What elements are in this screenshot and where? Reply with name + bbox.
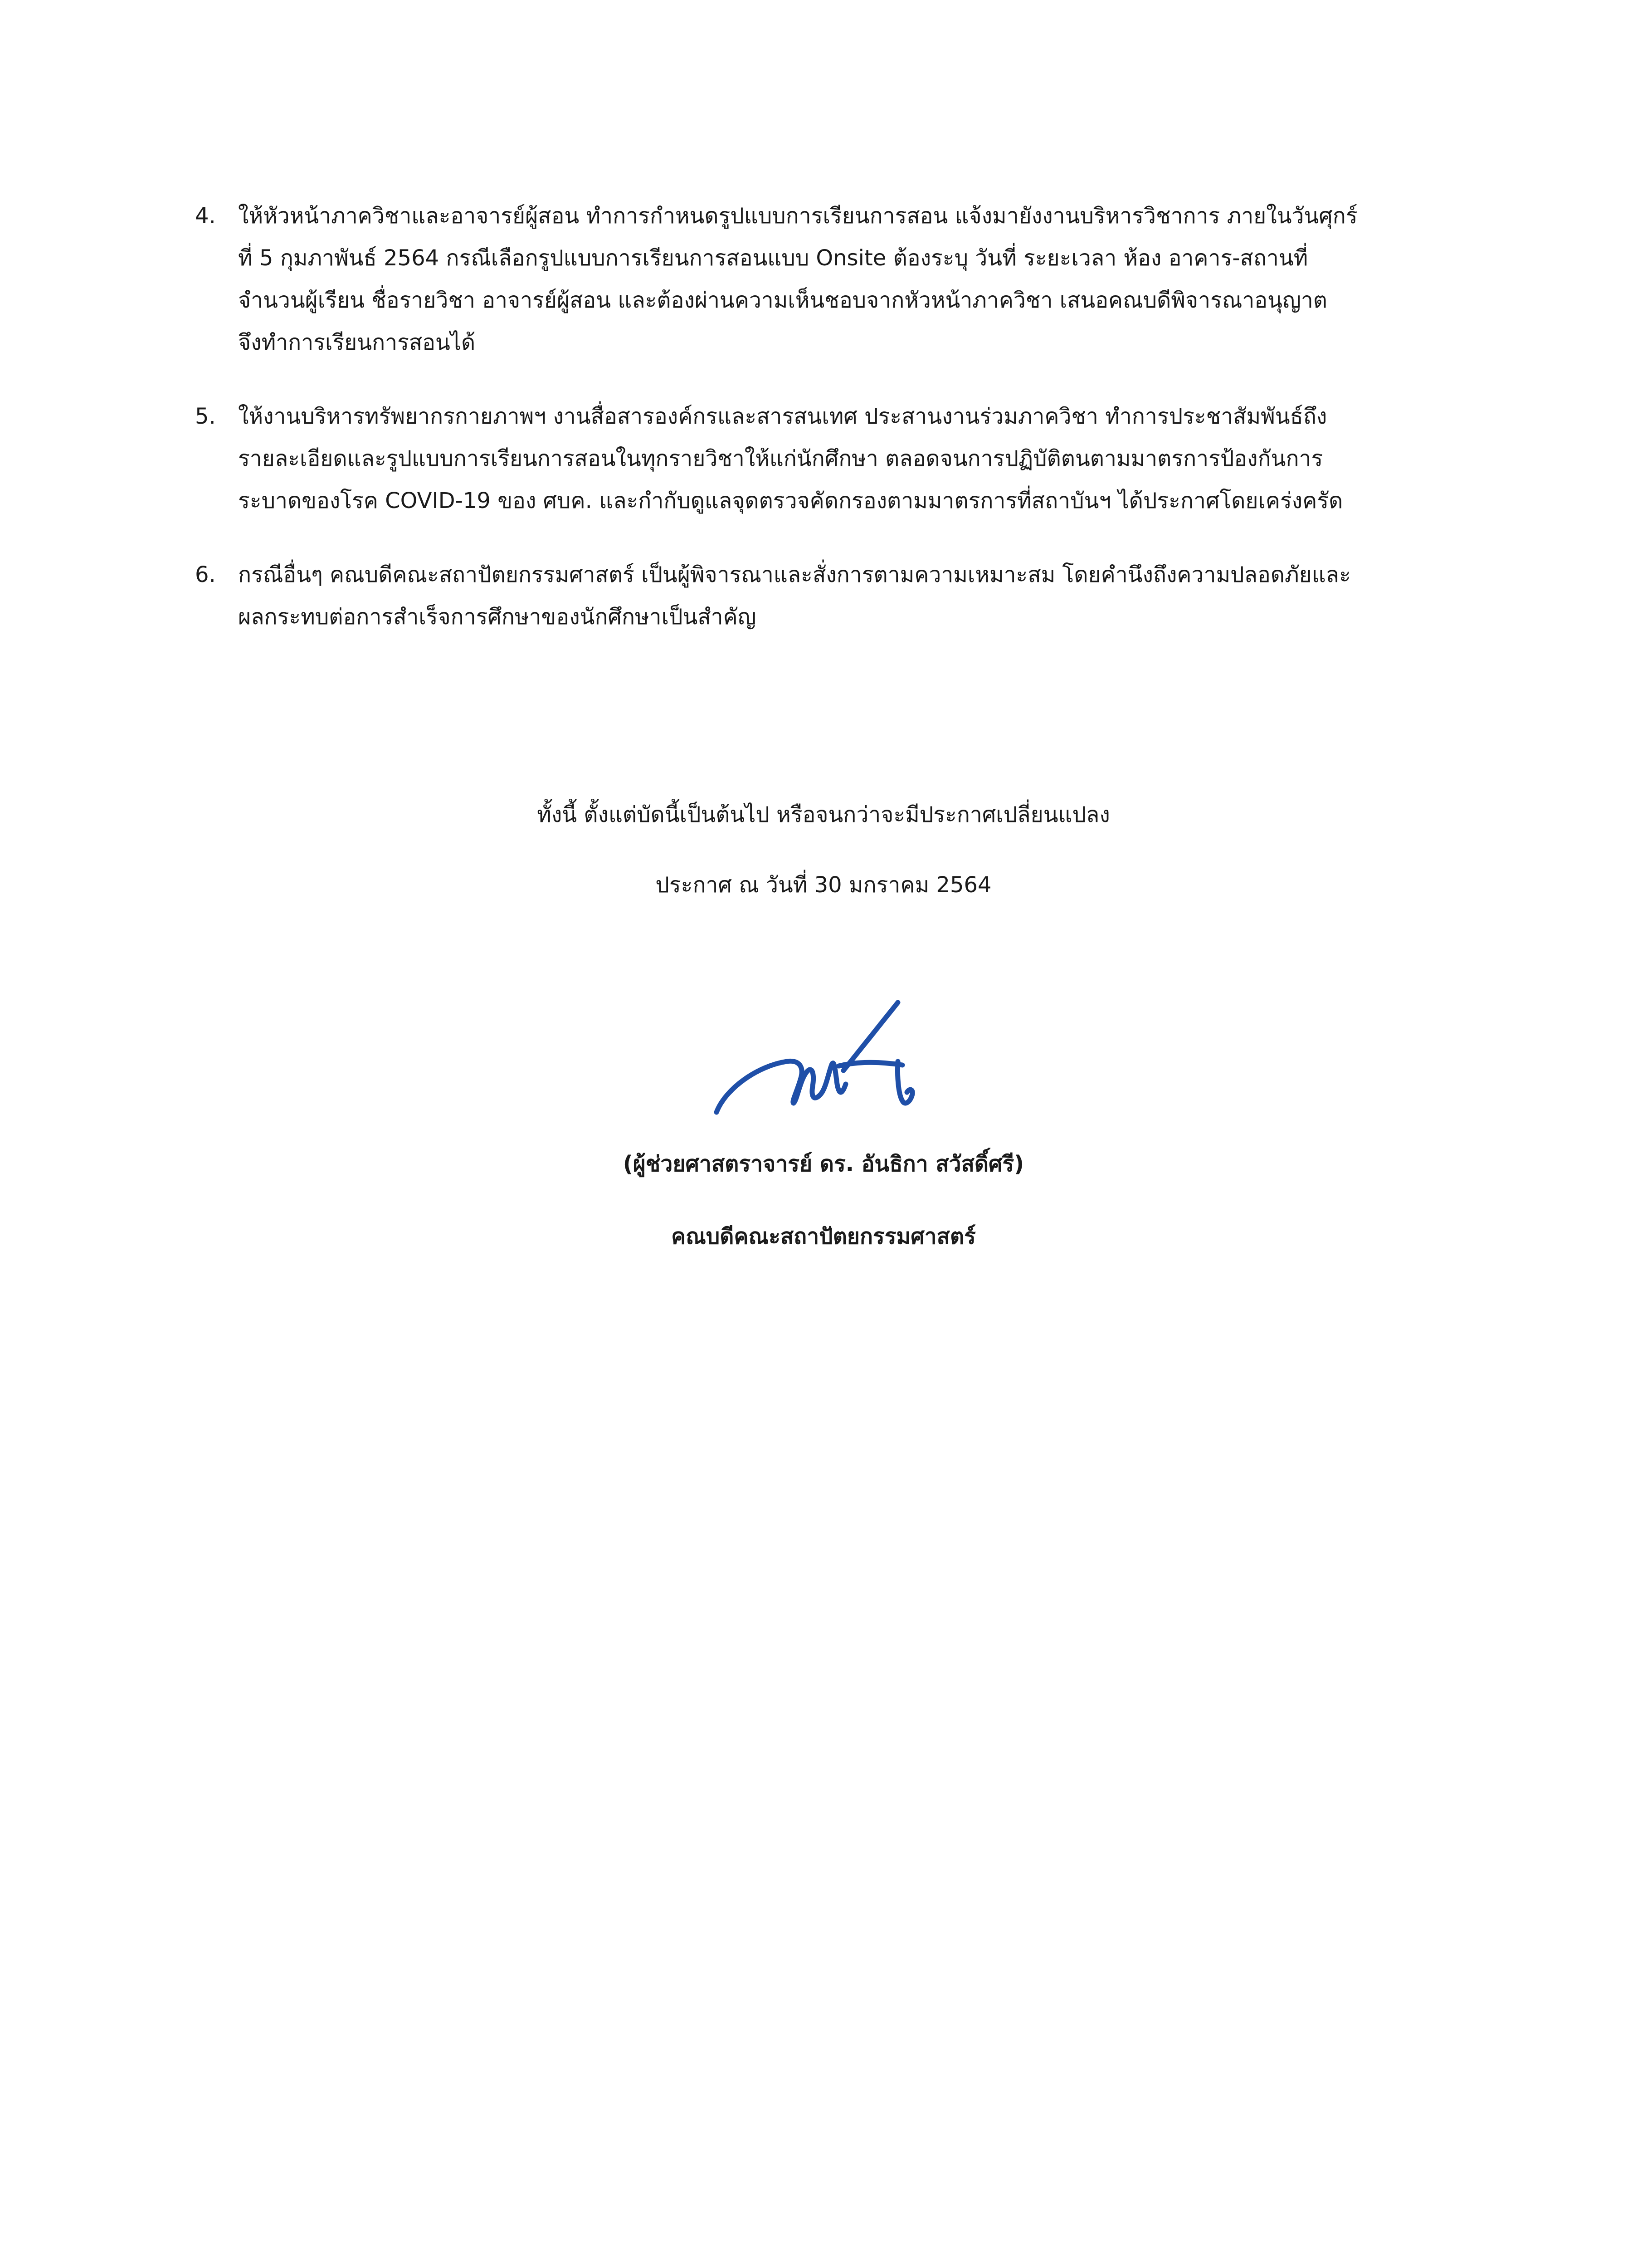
announcement-date: ประกาศ ณ วันที่ 30 มกราคม 2564	[655, 872, 992, 898]
clause-line: ระบาดของโรค COVID-19 ของ ศบค. และกำกับดูแลจุดตรวจคัดกรองตามมาตรการที่สถาบันฯ ได้ประกาศโดยเคร่งครัด	[238, 488, 1343, 513]
effective-statement: ทั้งนี้ ตั้งแต่บัดนี้เป็นต้นไป หรือจนกว่าจะมีประกาศเปลี่ยนแปลง	[537, 802, 1110, 827]
clause-4	[195, 195, 1465, 364]
numbered-clauses	[195, 195, 1465, 670]
clause-line: จึงทำการเรียนการสอนได้	[238, 330, 476, 355]
clause-line: กรณีอื่นๆ คณบดีคณะสถาปัตยกรรมศาสตร์ เป็นผู้พิจารณาและสั่งการตามความเหมาะสม โดยคำนึงถึงความปลอดภัยและ	[238, 562, 1351, 587]
signer-title: คณบดีคณะสถาปัตยกรรมศาสตร์	[671, 1224, 976, 1249]
clause-line: ผลกระทบต่อการสำเร็จการศึกษาของนักศึกษาเป็นสำคัญ	[238, 604, 756, 630]
clause-line: ให้หัวหน้าภาควิชาและอาจารย์ผู้สอน ทำการกำหนดรูปแบบการเรียนการสอน แจ้งมายังงานบริหารวิชาการ ภายในวันศุกร์	[238, 203, 1358, 229]
clause-line: ที่ 5 กุมภาพันธ์ 2564 กรณีเลือกรูปแบบการเรียนการสอนแบบ Onsite ต้องระบุ วันที่ ระยะเวลา ห้อง อาคาร-สถานที่	[238, 245, 1308, 271]
clause-number: 6.	[195, 562, 216, 587]
clause-line: รายละเอียดและรูปแบบการเรียนการสอนในทุกรายวิชาให้แก่นักศึกษา ตลอดจนการปฏิบัติตนตามมาตรการป้องกันการ	[238, 446, 1323, 471]
clause-6	[195, 554, 1465, 638]
clause-number: 5.	[195, 404, 216, 429]
clause-number: 4.	[195, 203, 216, 229]
handwritten-signature-icon	[707, 993, 925, 1129]
clause-5	[195, 396, 1465, 522]
clause-line: ให้งานบริหารทรัพยากรกายภาพฯ งานสื่อสารองค์กรและสารสนเทศ ประสานงานร่วมภาควิชา ทำการประชาสัมพันธ์ถึง	[238, 404, 1327, 429]
clause-line: จำนวนผู้เรียน ชื่อรายวิชา อาจารย์ผู้สอน และต้องผ่านความเห็นชอบจากหัวหน้าภาควิชา เสนอคณบดีพิจารณาอนุญาต	[238, 288, 1327, 313]
signer-name: (ผู้ช่วยศาสตราจารย์ ดร. อันธิกา สวัสดิ์ศรี)	[623, 1151, 1024, 1177]
